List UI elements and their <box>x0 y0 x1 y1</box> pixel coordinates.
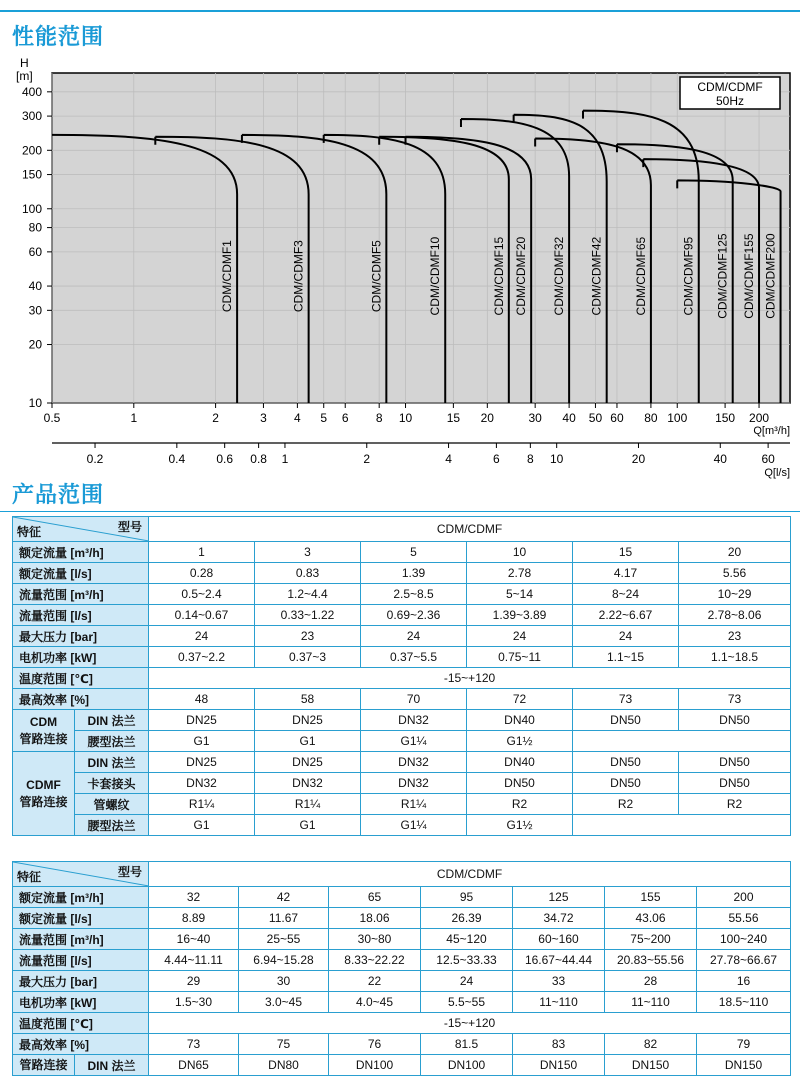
table-cell: 1.39 <box>361 563 467 584</box>
table-cell: 11~110 <box>513 992 605 1013</box>
ls-tick-label: 0.2 <box>86 452 104 466</box>
row-label: 额定流量 [m³/h] <box>13 887 149 908</box>
table-cell: 24 <box>573 626 679 647</box>
connection-type: DIN 法兰 <box>75 752 149 773</box>
table-cell: 75 <box>239 1034 329 1055</box>
x-tick-label: 4 <box>294 411 301 425</box>
row-label: 电机功率 [kW] <box>13 992 149 1013</box>
spec-table-large <box>12 861 791 1076</box>
table-cell: 1.1~15 <box>573 647 679 668</box>
table-cell: 75~200 <box>605 929 697 950</box>
x-tick-label: 50 <box>588 411 603 425</box>
table-cell: G1 <box>255 731 361 752</box>
table-cell: R2 <box>679 794 791 815</box>
series-label: CDM/CDMF65 <box>633 236 648 316</box>
ls-tick-label: 20 <box>631 452 646 466</box>
table-cell: 0.37~2.2 <box>149 647 255 668</box>
table-cell: 55.56 <box>697 908 791 929</box>
y-tick-label: 300 <box>21 109 42 124</box>
row-label: 最大压力 [bar] <box>13 971 149 992</box>
model-header: CDM/CDMF <box>149 862 791 887</box>
table-cell: 1.1~18.5 <box>679 647 791 668</box>
table-cell: 200 <box>697 887 791 908</box>
connection-type: 管螺纹 <box>75 794 149 815</box>
table-cell: 48 <box>149 689 255 710</box>
table-cell: DN32 <box>361 773 467 794</box>
table-cell: DN50 <box>467 773 573 794</box>
table-cell: DN32 <box>255 773 361 794</box>
table-cell: 43.06 <box>605 908 697 929</box>
table-cell: 125 <box>513 887 605 908</box>
table-cell: 0.5~2.4 <box>149 584 255 605</box>
table-cell: 0.33~1.22 <box>255 605 361 626</box>
table-row <box>13 992 791 1013</box>
table-cell: 0.28 <box>149 563 255 584</box>
top-rule <box>0 10 800 12</box>
table-row <box>13 908 791 929</box>
table-cell: DN100 <box>421 1055 513 1076</box>
table-cell: 30 <box>239 971 329 992</box>
table-cell: 16~40 <box>149 929 239 950</box>
table-row <box>13 929 791 950</box>
table-cell: 6.94~15.28 <box>239 950 329 971</box>
table-cell: 16 <box>697 971 791 992</box>
table-cell: 95 <box>421 887 513 908</box>
ls-tick-label: 8 <box>527 452 534 466</box>
series-label: CDM/CDMF10 <box>428 236 443 316</box>
table-cell: 83 <box>513 1034 605 1055</box>
series-label: CDM/CDMF20 <box>514 236 529 316</box>
y-tick-label: 80 <box>28 220 42 235</box>
ls-tick-label: 6 <box>493 452 500 466</box>
chart-title: CDM/CDMF <box>697 80 763 94</box>
table-cell: DN50 <box>679 773 791 794</box>
connection-type: 卡套接头 <box>75 773 149 794</box>
table-cell: G1 <box>149 731 255 752</box>
table-cell: 32 <box>149 887 239 908</box>
series-label: CDM/CDMF155 <box>742 233 757 319</box>
table-cell: G1 <box>255 815 361 836</box>
table-cell: R1¼ <box>361 794 467 815</box>
x-tick-label: 30 <box>528 411 542 425</box>
table-cell: 2.5~8.5 <box>361 584 467 605</box>
table-cell: 0.75~11 <box>467 647 573 668</box>
table-cell: 73 <box>679 689 791 710</box>
table-cell: 76 <box>329 1034 421 1055</box>
x-tick-label: 3 <box>260 411 267 425</box>
table-cell: 11.67 <box>239 908 329 929</box>
y-axis-label: H <box>20 56 29 70</box>
table-cell: 11~110 <box>605 992 697 1013</box>
series-label: CDM/CDMF32 <box>552 236 567 316</box>
table-cell: 1.39~3.89 <box>467 605 573 626</box>
row-label: 最高效率 [%] <box>13 1034 149 1055</box>
table-cell: DN80 <box>239 1055 329 1076</box>
table-cell: DN150 <box>513 1055 605 1076</box>
table-cell: 5~14 <box>467 584 573 605</box>
ls-tick-label: 10 <box>549 452 564 466</box>
table-cell: 25~55 <box>239 929 329 950</box>
x-tick-label: 10 <box>398 411 413 425</box>
y-axis-unit: [m] <box>16 69 33 83</box>
table-cell: 5.56 <box>679 563 791 584</box>
table-cell: 24 <box>467 626 573 647</box>
connection-type: 腰型法兰 <box>75 731 149 752</box>
table-cell: 0.14~0.67 <box>149 605 255 626</box>
ls-tick-label: 60 <box>761 452 775 466</box>
table-cell: DN25 <box>149 710 255 731</box>
table-cell: 3.0~45 <box>239 992 329 1013</box>
x-tick-label: 150 <box>715 411 736 425</box>
table-cell: 155 <box>605 887 697 908</box>
x-tick-label: 0.5 <box>43 411 61 425</box>
table-row <box>13 563 791 584</box>
corner-model-label: 型号 <box>117 520 142 534</box>
row-label: 流量范围 [l/s] <box>13 605 149 626</box>
table-cell: G1½ <box>467 731 573 752</box>
table-cell: 29 <box>149 971 239 992</box>
series-label: CDM/CDMF95 <box>681 236 696 316</box>
series-label: CDM/CDMF42 <box>589 236 604 316</box>
connection-type: 腰型法兰 <box>75 815 149 836</box>
table-cell: R2 <box>467 794 573 815</box>
row-label: 电机功率 [kW] <box>13 647 149 668</box>
series-label: CDM/CDMF125 <box>715 233 730 319</box>
ls-tick-label: 0.6 <box>216 452 234 466</box>
cdm-pipe-group: CDM 管路连接 <box>13 710 75 752</box>
y-tick-label: 150 <box>21 167 42 182</box>
corner-feature-label: 特征 <box>17 870 42 884</box>
table-cell: DN40 <box>467 710 573 731</box>
x-tick-label: 100 <box>667 411 688 425</box>
table-cell: DN50 <box>679 752 791 773</box>
table-cell: 28 <box>605 971 697 992</box>
pipe-group: 管路连接 <box>13 1055 75 1076</box>
table-corner <box>13 862 149 887</box>
table-cell: 0.37~3 <box>255 647 361 668</box>
series-label: CDM/CDMF200 <box>763 233 778 319</box>
row-label: 最高效率 [%] <box>13 689 149 710</box>
ls-tick-label: 2 <box>363 452 371 466</box>
table-cell: G1 <box>149 815 255 836</box>
table-cell: 30~80 <box>329 929 421 950</box>
table-cell: 8.89 <box>149 908 239 929</box>
plot-area <box>52 73 790 403</box>
table-cell: DN25 <box>149 752 255 773</box>
x-tick-label: 20 <box>480 411 494 425</box>
table-row <box>13 971 791 992</box>
table-row <box>13 542 791 563</box>
table-cell: 60~160 <box>513 929 605 950</box>
table-cell: 0.69~2.36 <box>361 605 467 626</box>
table-cell: DN25 <box>255 752 361 773</box>
table-cell: 23 <box>679 626 791 647</box>
table-cell: DN65 <box>149 1055 239 1076</box>
table-cell: 33 <box>513 971 605 992</box>
ls-tick-label: 0.4 <box>168 452 186 466</box>
row-label: 额定流量 [m³/h] <box>13 542 149 563</box>
series-label: CDM/CDMF1 <box>220 240 235 313</box>
table-cell: 8~24 <box>573 584 679 605</box>
row-label: 最大压力 [bar] <box>13 626 149 647</box>
table-cell: 16.67~44.44 <box>513 950 605 971</box>
table-cell: 58 <box>255 689 361 710</box>
table-cell: 10 <box>467 542 573 563</box>
corner-model-label: 型号 <box>117 865 142 879</box>
ls-tick-label: 0.8 <box>250 452 267 466</box>
series-label: CDM/CDMF15 <box>491 236 506 316</box>
table-row <box>13 950 791 971</box>
table-cell: 20.83~55.56 <box>605 950 697 971</box>
x-tick-label: 8 <box>375 411 383 425</box>
row-label: 流量范围 [l/s] <box>13 950 149 971</box>
table-row <box>13 887 791 908</box>
table-cell: DN150 <box>697 1055 791 1076</box>
spec-table-small <box>12 516 791 836</box>
table-cell: 2.78~8.06 <box>679 605 791 626</box>
table-cell: 26.39 <box>421 908 513 929</box>
table-cell: DN50 <box>573 773 679 794</box>
x-tick-label: 80 <box>644 411 658 425</box>
x-tick-label: 15 <box>446 411 461 425</box>
table-cell: 24 <box>361 626 467 647</box>
corner-feature-label: 特征 <box>17 525 42 539</box>
series-label: CDM/CDMF5 <box>369 240 384 313</box>
x-axis-label-ls: Q[l/s] <box>764 467 790 479</box>
temp-range-value: -15~+120 <box>149 1013 791 1034</box>
table-cell: 0.37~5.5 <box>361 647 467 668</box>
table-cell: 23 <box>255 626 361 647</box>
table-cell: 24 <box>421 971 513 992</box>
table-row <box>13 647 791 668</box>
table-cell: 8.33~22.22 <box>329 950 421 971</box>
table-cell: DN32 <box>361 710 467 731</box>
table-cell: 2.22~6.67 <box>573 605 679 626</box>
table-cell-empty <box>573 815 791 836</box>
table-cell: 81.5 <box>421 1034 513 1055</box>
table-cell: G1¼ <box>361 731 467 752</box>
table-cell: 4.0~45 <box>329 992 421 1013</box>
table-corner <box>13 517 149 542</box>
table-cell: 24 <box>149 626 255 647</box>
y-tick-label: 20 <box>28 337 42 352</box>
table-cell: 73 <box>573 689 679 710</box>
table-cell: 65 <box>329 887 421 908</box>
table-cell-empty <box>573 731 791 752</box>
table-cell: 5 <box>361 542 467 563</box>
connection-type: DIN 法兰 <box>75 1055 149 1076</box>
x-axis-label-m3h: Q[m³/h] <box>753 425 790 437</box>
cdmf-pipe-group: CDMF 管路连接 <box>13 752 75 836</box>
product-section-title: 产品范围 <box>12 483 105 508</box>
table-cell: DN50 <box>573 752 679 773</box>
ls-tick-label: 4 <box>445 452 452 466</box>
table-cell: G1½ <box>467 815 573 836</box>
table-cell: 22 <box>329 971 421 992</box>
x-tick-label: 5 <box>320 411 328 425</box>
table-cell: 15 <box>573 542 679 563</box>
table-cell: 27.78~66.67 <box>697 950 791 971</box>
table-cell: 2.78 <box>467 563 573 584</box>
performance-section-title: 性能范围 <box>12 25 105 50</box>
row-label: 额定流量 [l/s] <box>13 908 149 929</box>
performance-chart <box>0 55 800 485</box>
table-cell: DN40 <box>467 752 573 773</box>
table-cell: 82 <box>605 1034 697 1055</box>
x-tick-label: 60 <box>610 411 624 425</box>
table-cell: DN150 <box>605 1055 697 1076</box>
x-tick-label: 200 <box>749 411 770 425</box>
table-cell: 4.17 <box>573 563 679 584</box>
row-label: 温度范围 [℃] <box>13 1013 149 1034</box>
table-cell: 42 <box>239 887 329 908</box>
table-cell: 79 <box>697 1034 791 1055</box>
temp-range-value: -15~+120 <box>149 668 791 689</box>
x-tick-label: 2 <box>212 411 219 425</box>
y-tick-label: 100 <box>21 201 42 216</box>
table-cell: DN100 <box>329 1055 421 1076</box>
table-cell: 1 <box>149 542 255 563</box>
table-cell: DN50 <box>573 710 679 731</box>
connection-type: DIN 法兰 <box>75 710 149 731</box>
table-cell: 12.5~33.33 <box>421 950 513 971</box>
table-cell: 0.83 <box>255 563 361 584</box>
table-cell: 18.5~110 <box>697 992 791 1013</box>
table-cell: 70 <box>361 689 467 710</box>
product-section-rule <box>0 511 800 512</box>
table-cell: 34.72 <box>513 908 605 929</box>
row-label: 流量范围 [m³/h] <box>13 584 149 605</box>
table-cell: 5.5~55 <box>421 992 513 1013</box>
table-cell: 1.2~4.4 <box>255 584 361 605</box>
model-header: CDM/CDMF <box>149 517 791 542</box>
ls-tick-label: 40 <box>713 452 727 466</box>
table-row <box>13 605 791 626</box>
table-cell: 45~120 <box>421 929 513 950</box>
row-label: 温度范围 [℃] <box>13 668 149 689</box>
table-cell: R1¼ <box>149 794 255 815</box>
x-tick-label: 40 <box>562 411 576 425</box>
table-cell: 100~240 <box>697 929 791 950</box>
table-row <box>13 584 791 605</box>
series-label: CDM/CDMF3 <box>291 240 306 313</box>
table-cell: G1¼ <box>361 815 467 836</box>
table-cell: 73 <box>149 1034 239 1055</box>
table-cell: R2 <box>573 794 679 815</box>
table-cell: 10~29 <box>679 584 791 605</box>
y-tick-label: 400 <box>21 84 42 99</box>
table-cell: 18.06 <box>329 908 421 929</box>
row-label: 流量范围 [m³/h] <box>13 929 149 950</box>
table-cell: 20 <box>679 542 791 563</box>
y-tick-label: 200 <box>21 143 42 158</box>
table-cell: DN50 <box>679 710 791 731</box>
ls-tick-label: 1 <box>281 452 289 466</box>
table-cell: 72 <box>467 689 573 710</box>
table-cell: DN32 <box>361 752 467 773</box>
x-tick-label: 1 <box>130 411 138 425</box>
chart-subtitle: 50Hz <box>715 94 745 108</box>
x-tick-label: 6 <box>341 411 349 425</box>
table-cell: 1.5~30 <box>149 992 239 1013</box>
y-tick-label: 40 <box>28 279 42 294</box>
y-tick-label: 10 <box>28 396 42 410</box>
table-cell: 3 <box>255 542 361 563</box>
table-cell: DN32 <box>149 773 255 794</box>
y-tick-label: 60 <box>28 244 42 259</box>
y-tick-label: 30 <box>28 303 42 318</box>
table-cell: DN25 <box>255 710 361 731</box>
row-label: 额定流量 [l/s] <box>13 563 149 584</box>
table-cell: 4.44~11.11 <box>149 950 239 971</box>
table-row <box>13 626 791 647</box>
table-cell: R1¼ <box>255 794 361 815</box>
